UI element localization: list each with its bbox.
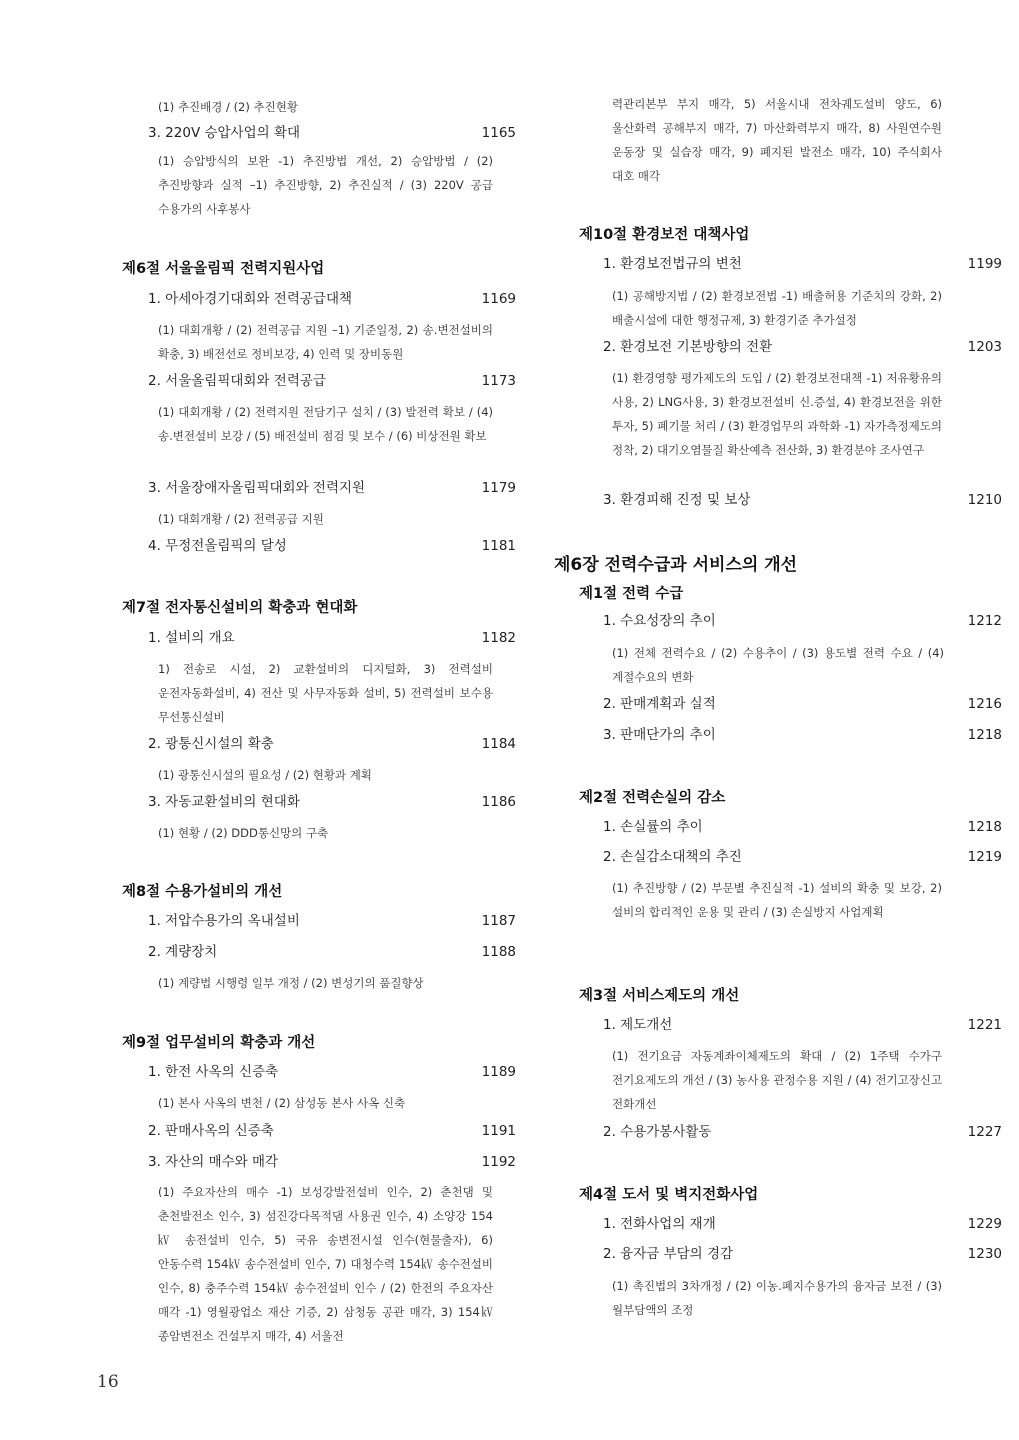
toc-item [603,1122,1002,1142]
toc-item-page: 1221 [967,1017,1002,1033]
toc-item-title: 2. 판매사옥의 신증축 [148,1123,274,1139]
toc-item-page: 1210 [967,492,1002,508]
section-heading: 제6절 서울올림픽 전력지원사업 [122,261,325,277]
toc-item-title: 1. 한전 사옥의 신증축 [148,1064,279,1080]
toc-item [603,1244,1002,1264]
toc-subitems: (1) 전기요금 자동계좌이체제도의 확대 / (2) 1주택 수가구 전기요제도의 개선 / (3) 농사용 관정수용 지원 / (4) 전기고장신고 전화개선 [612,1049,942,1111]
toc-item [603,1214,1002,1234]
toc-item-page: 1189 [481,1064,516,1080]
toc-item-title: 1. 아세아경기대회와 전력공급대책 [148,291,353,307]
toc-item-page: 1191 [481,1123,516,1139]
toc-item-title: 2. 환경보전 기본방향의 전환 [603,339,773,355]
toc-subitems: (1) 대회개황 / (2) 전력공급 지원 –1) 기준일정, 2) 송.변전설비의 확충, 3) 배전선로 정비보강, 4) 인력 및 장비동원 [158,323,493,361]
section-heading: 제7절 전자통신설비의 확충과 현대화 [122,600,358,616]
toc-item-title: 2. 판매계획과 실적 [603,696,716,712]
toc-subitems: (1) 공해방지법 / (2) 환경보전법 -1) 배출허용 기준치의 강화, 2) 배출시설에 대한 행정규제, 3) 환경기준 추가설정 [612,289,942,327]
toc-item-page: 1182 [481,630,516,646]
section-heading: 제9절 업무설비의 확충과 개선 [122,1035,316,1051]
toc-item [603,694,1002,714]
toc-item-title: 3. 환경피해 진정 및 보상 [603,492,751,508]
toc-item-title: 1. 환경보전법규의 변천 [603,256,742,272]
section-heading: 제4절 도서 및 벽지전화사업 [579,1187,759,1203]
toc-item-title: 1. 제도개선 [603,1017,673,1033]
toc-item-title: 1. 손실률의 추이 [603,819,703,835]
toc-item-title: 2. 손실감소대책의 추진 [603,849,742,865]
toc-subitems: (1) 추진방향 / (2) 부문별 추진실적 -1) 설비의 확충 및 보강, 2) 설비의 합리적인 운용 및 관리 / (3) 손실방지 사업계획 [612,881,942,919]
toc-item-page: 1218 [967,727,1002,743]
toc-item-page: 1186 [481,794,516,810]
toc-subitems: (1) 대회개황 / (2) 전력지원 전담기구 설치 / (3) 발전력 확보 / (4) 송.변전설비 보강 / (5) 배전설비 점검 및 보수 / (6) 비상전원 확보 [158,405,493,443]
toc-item-title: 1. 전화사업의 재개 [603,1216,716,1232]
section-heading: 제10절 환경보전 대책사업 [579,227,750,243]
toc-item-title: 2. 수용가봉사활동 [603,1124,712,1140]
toc-item-page: 1173 [481,373,516,389]
toc-item [148,942,516,962]
toc-item [148,289,516,309]
toc-subitems: (1) 계량법 시행령 일부 개정 / (2) 변성기의 품질향상 [158,976,424,990]
toc-subitems: 력관리본부 부지 매각, 5) 서울시내 전차궤도설비 양도, 6) 울산화력 공해부지 매각, 7) 마산화력부지 매각, 8) 사원연수원 운동장 및 실습장 매각, 9) 폐지된 발전소 매각, 10) 주식회사 대호 매각 [612,97,942,183]
toc-item-page: 1199 [967,256,1002,272]
toc-item-page: 1181 [481,538,516,554]
section-heading: 제8절 수용가설비의 개선 [122,884,283,900]
toc-item [148,734,516,754]
toc-subitems: (1) 전체 전력수요 / (2) 수용추이 / (3) 용도별 전력 수요 / (4) 계절수요의 변화 [612,646,944,684]
toc-item-title: 3. 220V 승압사업의 확대 [148,125,301,141]
section-heading: 제1절 전력 수급 [579,586,684,602]
chapter-heading: 제6장 전력수급과 서비스의 개선 [554,555,798,575]
toc-item [603,1015,1002,1035]
toc-item-title: 3. 자동교환설비의 현대화 [148,794,300,810]
toc-item-page: 1188 [481,944,516,960]
toc-item-title: 1. 저압수용가의 옥내설비 [148,913,300,929]
toc-item [148,478,516,498]
toc-subitems: (1) 현황 / (2) DDD통신망의 구축 [158,826,329,840]
toc-item-page: 1169 [481,291,516,307]
toc-item-title: 2. 광통신시설의 확충 [148,736,274,752]
toc-item [148,536,516,556]
toc-item [603,611,1002,631]
toc-item-page: 1184 [481,736,516,752]
toc-item-title: 2. 서울올림픽대회와 전력공급 [148,373,326,389]
toc-item-title: 3. 자산의 매수와 매각 [148,1154,279,1170]
toc-item [603,490,1002,510]
toc-item [148,628,516,648]
toc-item-page: 1212 [967,613,1002,629]
toc-subitems: (1) 본사 사옥의 변천 / (2) 삼성동 본사 사옥 신축 [158,1096,406,1110]
toc-item [603,817,1002,837]
toc-item-title: 1. 설비의 개요 [148,630,235,646]
toc-item-page: 1216 [967,696,1002,712]
section-heading: 제3절 서비스제도의 개선 [579,988,740,1004]
toc-item [148,911,516,931]
toc-item-page: 1218 [967,819,1002,835]
toc-item-page: 1229 [967,1216,1002,1232]
toc-item-title: 4. 무정전올림픽의 달성 [148,538,287,554]
toc-subitems: (1) 환경영향 평가제도의 도입 / (2) 환경보전대책 -1) 저유황유의 사용, 2) LNG사용, 3) 환경보전설비 신.증설, 4) 환경보전을 위한 투자, 5) 폐기물 처리 / (3) 환경업무의 과학화 -1) 자가측정제도의 정착, 2) 대기오염물질 확산예측 전산화, 3) 환경분야 조사연구 [612,371,942,457]
toc-item [603,337,1002,357]
toc-subitems: (1) 대회개황 / (2) 전력공급 지원 [158,512,324,526]
toc-item-title: 2. 융자금 부담의 경감 [603,1246,734,1262]
toc-item-page: 1203 [967,339,1002,355]
toc-item-page: 1165 [481,125,516,141]
toc-item [603,725,1002,745]
toc-item-page: 1192 [481,1154,516,1170]
toc-item-page: 1230 [967,1246,1002,1262]
toc-item-page: 1219 [967,849,1002,865]
toc-item [148,792,516,812]
toc-subitems: (1) 광통신시설의 필요성 / (2) 현황과 계획 [158,768,372,782]
toc-subitems: (1) 촉진법의 3차개정 / (2) 이농.폐지수용가의 융자금 보전 / (3) 월부담액의 조정 [612,1279,942,1317]
toc-item-title: 3. 서울장애자올림픽대회와 전력지원 [148,480,366,496]
toc-subitems: 1) 전송로 시설, 2) 교환설비의 디지털화, 3) 전력설비 운전자동화설비, 4) 전산 및 사무자동화 설비, 5) 전력설비 보수용 무선통신설비 [158,662,493,724]
toc-subitems: (1) 추진배경 / (2) 추진현황 [158,100,298,114]
toc-item [148,123,516,143]
toc-subitems: (1) 승압방식의 보완 -1) 추진방법 개선, 2) 승압방법 / (2) 추진방향과 실적 –1) 추진방향, 2) 추진실적 / (3) 220V 공급 수용가의 사후봉사 [158,154,493,216]
toc-item [148,1062,516,1082]
page-number: 16 [97,1372,119,1392]
toc-item [603,847,1002,867]
toc-item-page: 1187 [481,913,516,929]
toc-item-page: 1179 [481,480,516,496]
section-heading: 제2절 전력손실의 감소 [579,790,726,806]
toc-item [148,371,516,391]
toc-item-title: 1. 수요성장의 추이 [603,613,716,629]
toc-subitems: (1) 주요자산의 매수 -1) 보성강발전설비 인수, 2) 춘천댐 및 춘천발전소 인수, 3) 섬진강다목적댐 사용권 인수, 4) 소양강 154㎸ 송전설비 인수, 5) 국유 송변전시설 인수(현물출자), 6) 안동수력 154㎸ 송수전설비 인수, 7) 대청수력 154㎸ 송수전설비 인수, 8) 충주수력 154㎸ 송수전설비 인수 / (2) 한전의 주요자산 매각 -1) 영월광업소 재산 기증, 2) 삼청동 공관 매각, 3) 154㎸ 종암변전소 건설부지 매각, 4) 서울전 [158,1185,493,1343]
toc-item [148,1152,516,1172]
toc-item-page: 1227 [967,1124,1002,1140]
toc-item [148,1121,516,1141]
toc-item-title: 3. 판매단가의 추이 [603,727,716,743]
toc-item [603,254,1002,274]
toc-item-title: 2. 계량장치 [148,944,218,960]
